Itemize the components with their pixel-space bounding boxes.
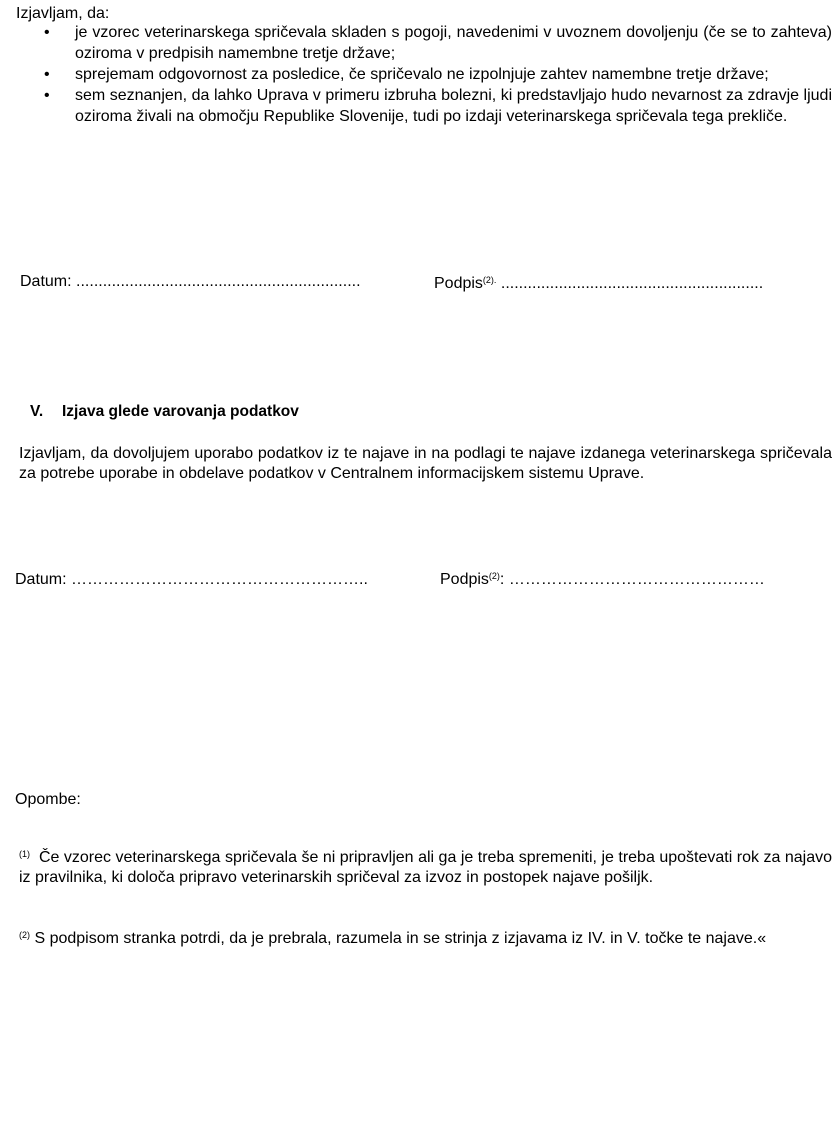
footnote-marker: (2) xyxy=(19,930,30,940)
date-label: Datum: xyxy=(20,273,72,290)
footnote-text: Če vzorec veterinarskega spričevala še ni pripravljen ali ga je treba spremeniti, je treba upoštevati rok za najavo iz pravilnika, ki določa pripravo veterinarskih spričeval za izvoz in postopek najave pošiljk. xyxy=(19,849,832,886)
date-dots: ................................................................ xyxy=(76,273,361,290)
footnote-2 xyxy=(19,929,832,949)
section-number: V. xyxy=(30,403,44,420)
signature-dots: ........................................................... xyxy=(500,275,764,292)
signature-label: Podpis xyxy=(440,571,489,588)
footnote-marker: (1) xyxy=(19,849,30,859)
list-item xyxy=(44,22,832,64)
list-item-text: je vzorec veterinarskega spričevala skladen s pogoji, navedenimi v uvoznem dovoljenju (če se to zahteva) oziroma v predpisih namembne tretje države; xyxy=(75,24,832,62)
notes-label: Opombe: xyxy=(15,791,81,808)
list-item-text: sem seznanjen, da lahko Uprava v primeru izbruha bolezni, ki predstavljajo hudo nevarnost za zdravje ljudi oziroma živali na območju Republike Slovenije, tudi po izdaji veterinarskega spričevala tega prekliče. xyxy=(75,87,832,125)
section-v-signature-field[interactable] xyxy=(440,570,765,590)
footnote-1 xyxy=(19,848,832,888)
declaration-intro: Izjavljam, da: xyxy=(16,5,110,22)
date-label: Datum: xyxy=(15,571,67,588)
list-item xyxy=(44,85,832,127)
section-v-heading xyxy=(30,403,299,421)
date-dots: ……………………………………………….. xyxy=(71,571,368,588)
list-item-text: sprejemam odgovornost za posledice, če spričevalo ne izpolnjuje zahtev namembne tretje države; xyxy=(75,66,769,83)
bullet-icon: • xyxy=(44,24,50,41)
footnote-ref: (2). xyxy=(482,275,497,285)
section-v-text: Izjavljam, da dovoljujem uporabo podatkov iz te najave in na podlagi te najave izdanega veterinarskega spričevala za potrebe uporabe in obdelave podatkov v Centralnem informacijskem sistemu Uprave. xyxy=(19,445,832,482)
declaration-list xyxy=(44,22,832,127)
signature-dots: ………………………………………… xyxy=(508,571,765,588)
declaration-signature-field[interactable] xyxy=(434,274,763,294)
section-title: Izjava glede varovanja podatkov xyxy=(62,403,299,420)
footnote-ref: (2) xyxy=(488,571,500,581)
list-item xyxy=(44,64,832,85)
bullet-icon: • xyxy=(44,66,50,83)
declaration-date-field[interactable] xyxy=(20,272,361,292)
footnote-text: S podpisom stranka potrdi, da je prebrala, razumela in se strinja z izjavama iz IV. in V. točke te najave.« xyxy=(34,930,767,947)
signature-colon: : xyxy=(499,571,505,588)
section-v-date-field[interactable] xyxy=(15,570,368,590)
signature-label: Podpis xyxy=(434,275,483,292)
bullet-icon: • xyxy=(44,87,50,104)
